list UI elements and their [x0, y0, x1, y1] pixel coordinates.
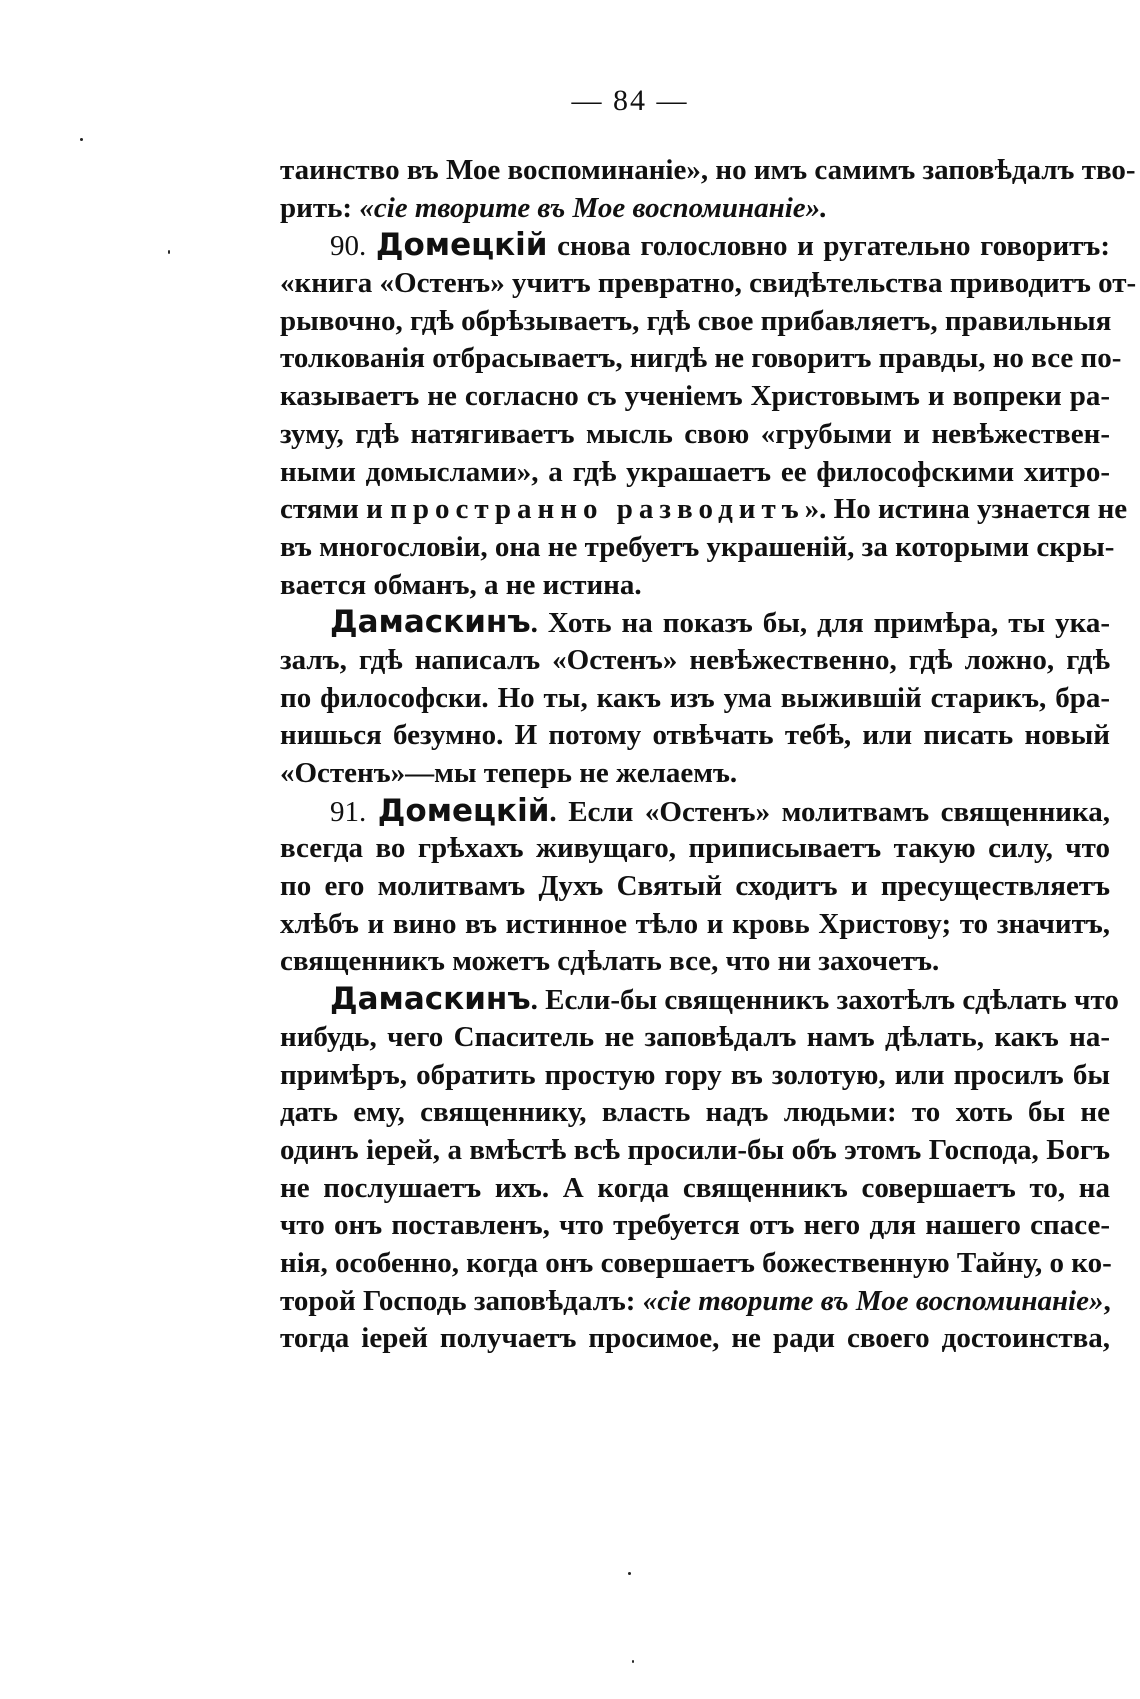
line-text: ными домыслами», а гдѣ украшаетъ ее философскими хитро-	[280, 455, 1110, 488]
text-line	[280, 1094, 1110, 1132]
text-line	[280, 604, 1110, 642]
text-line	[280, 830, 1110, 868]
line-text: . Если-бы священникъ захотѣлъ сдѣлать что	[530, 984, 1119, 1017]
text-line	[280, 717, 1110, 755]
text-line	[280, 1207, 1110, 1245]
line-text: нія, особенно, когда онъ совершаетъ божественную Тайну, о ко-	[280, 1246, 1112, 1279]
line-text: одинъ іерей, а вмѣстѣ всѣ просили-бы объ этомъ Господа, Богъ	[280, 1133, 1110, 1166]
text-line	[280, 567, 1110, 605]
line-text: казываетъ не согласно съ ученіемъ Христовымъ и вопреки ра-	[280, 380, 1110, 413]
text-line	[280, 1170, 1110, 1208]
line-text: «Остенъ»—мы теперь не желаемъ.	[280, 757, 738, 789]
speaker-name: Дамаскинъ	[330, 604, 531, 641]
line-text: нибудь, чего Спаситель не заповѣдалъ намъ дѣлать, какъ на-	[280, 1020, 1110, 1053]
line-text: не послушаетъ ихъ. А когда священникъ совершаетъ то, на	[280, 1171, 1110, 1204]
text-line	[280, 529, 1115, 567]
line-text: рить:	[280, 191, 360, 224]
line-text: рывочно, гдѣ обрѣзываетъ, гдѣ свое прибавляетъ, правильныя	[280, 304, 1112, 337]
line-text: «книга «Остенъ» учитъ превратно, свидѣтельства приводитъ от-	[280, 267, 1137, 300]
scan-speck	[80, 138, 83, 141]
text-line	[280, 1057, 1110, 1095]
text-line	[280, 416, 1110, 454]
text-line	[280, 680, 1110, 718]
line-text: что онъ поставленъ, что требуется отъ него для нашего спасе-	[280, 1209, 1110, 1242]
paragraph-number: 91.	[330, 795, 378, 828]
line-text: . Если «Остенъ» молитвамъ священника,	[549, 795, 1111, 828]
text-line	[280, 454, 1110, 492]
line-text: ,	[1103, 1284, 1111, 1317]
line-text: тогда іерей получаетъ просимое, не ради своего достоинства,	[280, 1322, 1110, 1355]
page-number: — 84 —	[571, 84, 689, 117]
text-line	[280, 1132, 1110, 1170]
line-text: зуму, гдѣ натягиваетъ мысль свою «грубыми и невѣжествен-	[280, 417, 1110, 450]
text-line	[280, 340, 1122, 378]
text-line	[280, 1320, 1110, 1358]
text-line	[280, 378, 1110, 416]
line-text: по философски. Но ты, какъ изъ ума выжившій старикъ, бра-	[280, 681, 1110, 714]
line-text: вается обманъ, а не истина.	[280, 568, 642, 601]
scan-speck	[628, 1572, 631, 1575]
text-line	[280, 981, 1119, 1019]
speaker-name: Домецкій	[377, 792, 550, 829]
text-line	[280, 152, 1136, 190]
line-text: толкованія отбрасываетъ, нигдѣ не говоритъ правды, но все по-	[280, 342, 1122, 375]
text-line	[280, 1283, 1110, 1321]
paragraph-number: 90.	[330, 230, 376, 263]
text-line	[280, 906, 1110, 944]
page-body-text	[280, 152, 1137, 1358]
line-text: дать ему, священнику, власть надъ людьми: то хоть бы не	[280, 1096, 1110, 1129]
line-text: снова голословно и ругательно говоритъ:	[547, 230, 1110, 263]
line-text: всегда во грѣхахъ живущаго, приписываетъ такую силу, что	[280, 832, 1110, 865]
text-line	[280, 1019, 1110, 1057]
text-line	[280, 793, 1110, 831]
text-line	[280, 190, 1110, 228]
line-text: таинство въ Мое воспоминаніе», но имъ самимъ заповѣдалъ тво-	[280, 154, 1136, 186]
line-text: залъ, гдѣ написалъ «Остенъ» невѣжественно, гдѣ ложно, гдѣ	[280, 643, 1110, 676]
text-line	[280, 943, 1110, 981]
line-text: по его молитвамъ Духъ Святый сходитъ и пресуществляетъ	[280, 870, 1110, 903]
scan-speck	[632, 1660, 634, 1663]
spaced-emphasis: пространно разводитъ	[390, 493, 805, 526]
text-line	[280, 491, 1128, 529]
line-text: стями и	[280, 493, 391, 526]
line-text: хлѣбъ и вино въ истинное тѣло и кровь Христову; то значитъ,	[280, 907, 1110, 940]
line-text: нишься безумно. И потому отвѣчать тебѣ, или писать новый	[280, 719, 1110, 752]
text-line	[280, 755, 1110, 793]
italic-quote: «сіе творите въ Мое воспоминаніе»	[642, 1284, 1104, 1317]
line-text: . Хоть на показъ бы, для примѣра, ты ука-	[530, 607, 1110, 640]
text-line	[280, 1245, 1110, 1283]
text-line	[280, 642, 1110, 680]
speaker-name: Дамаскинъ	[330, 981, 531, 1018]
text-line	[280, 265, 1137, 303]
italic-quote: «сіе творите въ Мое воспоминаніе».	[359, 191, 828, 224]
line-text: торой Господь заповѣдалъ:	[280, 1284, 643, 1317]
text-line	[280, 227, 1110, 265]
text-line	[280, 303, 1110, 341]
line-text: въ многословіи, она не требуетъ украшеній, за которыми скры-	[280, 530, 1115, 563]
speaker-name: Домецкій	[375, 227, 548, 264]
line-text: священникъ можетъ сдѣлать все, что ни захочетъ.	[280, 945, 940, 978]
text-line	[280, 868, 1110, 906]
line-text: ». Но истина узнается не	[804, 493, 1128, 526]
line-text: примѣръ, обратить простую гору въ золотую, или просилъ бы	[280, 1058, 1110, 1091]
scan-speck	[168, 250, 170, 254]
